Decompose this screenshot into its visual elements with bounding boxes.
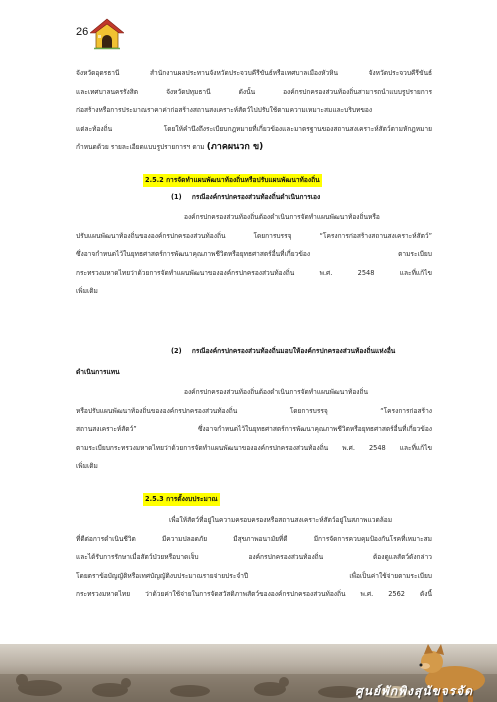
page-number: 26 [76,26,89,38]
section-heading-2-5-3: 2.5.3 การตั้งงบประมาณ [143,493,220,506]
subsection-heading-1 [171,191,320,202]
paragraph-line: เพื่อให้สัตว์ที่อยู่ในความครอบครองหรือสถานสงเคราะห์สัตว์อยู่ในสภาพแวดล้อม [169,516,393,524]
paragraph-line: กระทรวงมหาดไทย ว่าด้วยค่าใช้จ่ายในการจัดสวัสดิภาพสัตว์ขององค์กรปกครองส่วนท้องถิ่น พ.ศ. 2562 ดังนี้ [76,590,432,599]
intro-line: และเทศบาลนครรังสิต จังหวัดปทุมธานี ดังนั้น องค์กรปกครองส่วนท้องถิ่นสามารถนำแบบรูปรายการ [76,87,432,96]
subsection-2-paragraph [76,383,432,476]
intro-line: ก่อสร้างหรือการประมาณราคาค่าก่อสร้างสถานสงเคราะห์สัตว์ไปปรับใช้ตามความเหมาะสมและบริบทของ [76,106,373,115]
subsection-title-continued: ดำเนินการแทน [76,368,120,376]
subsection-title: กรณีองค์กรปกครองส่วนท้องถิ่นมอบให้องค์กรปกครองส่วนท้องถิ่นแห่งอื่น [191,347,396,355]
paragraph-line: ที่ดีต่อการดำเนินชีวิต มีความปลอดภัย มีสุขภาพอนามัยที่ดี มีการจัดการควบคุมป้องกันโรคที่เหมาะสม [76,534,432,543]
intro-last-line [76,138,432,157]
paragraph-line: ตามระเบียบกระทรวงมหาดไทยว่าด้วยการจัดทำแผนพัฒนาขององค์กรปกครองส่วนท้องถิ่น พ.ศ. 2548 และที่แก้ไข [76,443,432,452]
subsection-number: (2) [171,347,182,355]
paragraph-line: หรือปรับแผนพัฒนาท้องถิ่นขององค์กรปกครองส่วนท้องถิ่น โดยการบรรจุ “โครงการก่อสร้าง [76,406,432,415]
paragraph-line: เพิ่มเติม [76,462,98,471]
subsection-heading-2 [171,345,395,356]
section-heading-2-5-2: 2.5.2 การจัดทำแผนพัฒนาท้องถิ่นหรือปรับแผนพัฒนาท้องถิ่น [143,174,322,187]
subsection-title: กรณีองค์กรปกครองส่วนท้องถิ่นดำเนินการเอง [191,193,321,201]
intro-line: จังหวัดอุดรธานี สำนักงานผลประทานจังหวัดประจวบคีรีขันธ์หรือเทศบาลเมืองหัวหิน จังหวัดประจวบคีรีขันธ์ [76,69,432,77]
paragraph-line: ปรับแผนพัฒนาท้องถิ่นขององค์กรปกครองส่วนท้องถิ่น โดยการบรรจุ “โครงการก่อสร้างสถานสงเคราะห์สัตว์” [76,231,432,240]
intro-last-text: กำหนดด้วย รายละเอียดแบบรูปรายการฯ ตาม [76,143,205,152]
paragraph-line: เพิ่มเติม [76,287,98,296]
paragraph-line: องค์กรปกครองส่วนท้องถิ่นต้องดำเนินการจัดทำแผนพัฒนาท้องถิ่น [184,388,369,396]
paragraph-line: และได้รับการรักษาเมื่อสัตว์ป่วยหรือบาดเจ็บ องค์กรปกครองส่วนท้องถิ่น ต้องดูแลสัตว์ดังกล่าว [76,553,432,562]
appendix-reference: (ภาคผนวก ข) [206,142,264,153]
footer-banner [0,644,497,702]
intro-line: แต่ละท้องถิ่น โดยให้คำนึงถึงระเบียบกฎหมายที่เกี่ยวข้องและมาตรฐานของสถานสงเคราะห์สัตว์ตามหักฎหมาย [76,124,432,133]
doghouse-icon [90,18,124,50]
budget-paragraph [76,511,432,604]
intro-paragraph [76,64,432,157]
paragraph-line: ซึ่งอาจกำหนดไว้ในยุทธศาสตร์การพัฒนาคุณภาพชีวิตหรือยุทธศาสตร์อื่นที่เกี่ยวข้อง ตามระเบียบ [76,250,432,259]
paragraph-line: องค์กรปกครองส่วนท้องถิ่นต้องดำเนินการจัดทำแผนพัฒนาท้องถิ่นหรือ [184,213,380,221]
subsection-1-paragraph [76,208,432,301]
paragraph-line: สถานสงเคราะห์สัตว์” ซึ่งอาจกำหนดไว้ในยุทธศาสตร์การพัฒนาคุณภาพชีวิตหรือยุทธศาสตร์อื่นที่เกี่ยวข้อง [76,425,432,434]
subsection-number: (1) [171,193,182,201]
footer-title: ศูนย์พักพิงสุนัขจรจัด [355,684,473,698]
paragraph-line: กระทรวงมหาดไทยว่าด้วยการจัดทำแผนพัฒนาขององค์กรปกครองส่วนท้องถิ่น พ.ศ. 2548 และที่แก้ไข [76,268,432,277]
paragraph-line: โดยตราข้อบัญญัติหรือเทศบัญญัติงบประมาณรายจ่ายประจำปี เพื่อเป็นค่าใช้จ่ายตามระเบียบ [76,571,432,580]
